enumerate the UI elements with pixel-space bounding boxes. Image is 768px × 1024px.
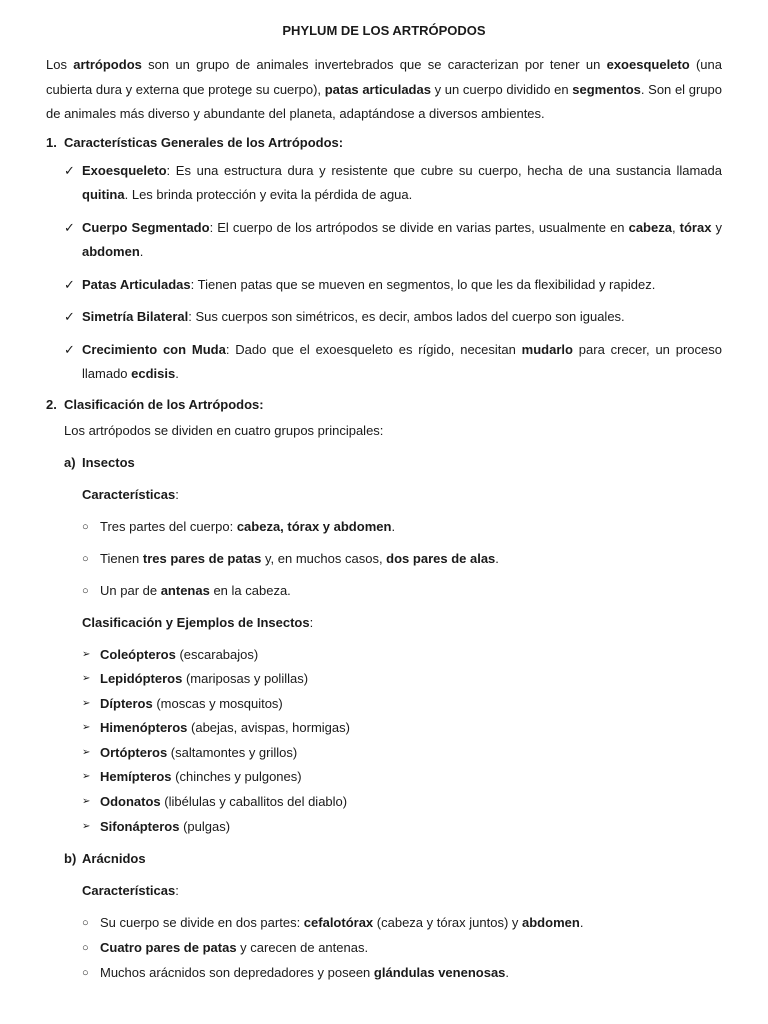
list-item [82, 517, 722, 537]
text: . [139, 244, 144, 259]
list-item-text [82, 305, 722, 330]
text: (pulgas) [179, 818, 231, 834]
checkmark-icon: ✓ [64, 341, 75, 357]
bold-term: artrópodos [73, 57, 142, 72]
list-item [64, 305, 722, 330]
text: Tres partes del cuerpo: [100, 518, 237, 534]
text: : [175, 882, 179, 898]
text: Un par de [100, 582, 161, 598]
circle-bullet-icon: ○ [82, 916, 89, 929]
bold-term: glándulas venenosas [373, 964, 506, 980]
bold-term: Crecimiento con Muda [82, 341, 226, 357]
text: y un cuerpo dividido en [430, 81, 573, 97]
list-item-text [100, 549, 499, 569]
arrow-bullet-icon: ➢ [82, 722, 91, 734]
text: . [175, 366, 179, 381]
list-item-text [100, 694, 283, 714]
list-item [82, 938, 722, 958]
list-item-text [100, 938, 368, 958]
bold-term: Cuerpo Segmentado [82, 219, 210, 235]
bold-term: cefalotórax [303, 914, 374, 930]
bold-term: Ortópteros [100, 744, 168, 760]
text: . Les brinda protección y evita la pérdida de agua. [124, 187, 413, 202]
text: y [711, 219, 722, 235]
subsection-letter: b) [64, 850, 77, 866]
bold-term: Patas Articuladas [82, 276, 191, 292]
characteristics-label [82, 485, 722, 505]
list-item-text [100, 718, 350, 738]
list-item [82, 767, 722, 787]
text: : El cuerpo de los artrópodos se divide en varias partes, usualmente en [209, 219, 629, 235]
text: : Tienen patas que se mueven en segmentos, lo que les da flexibilidad y rapidez. [190, 276, 656, 292]
text: (moscas y mosquitos) [152, 695, 283, 711]
text: (mariposas y polillas) [182, 671, 309, 687]
list-item [82, 963, 722, 983]
arrow-bullet-icon: ➢ [82, 771, 91, 783]
text: : [175, 486, 179, 502]
bold-term: ecdisis [131, 366, 176, 381]
bold-term: segmentos [572, 81, 641, 97]
text: : [309, 614, 314, 630]
text: (escarabajos) [175, 646, 259, 662]
arrow-bullet-icon: ➢ [82, 796, 91, 808]
list-item-text [100, 517, 395, 537]
circle-bullet-icon: ○ [82, 552, 89, 565]
list-item [64, 216, 722, 265]
checkmark-icon: ✓ [64, 276, 75, 292]
arrow-bullet-icon: ➢ [82, 746, 91, 758]
subsection-letter: a) [64, 454, 76, 470]
bold-term: exoesqueleto [606, 57, 690, 72]
bold-term: Clasificación y Ejemplos de Insectos [82, 614, 310, 630]
bold-term: Himenópteros [100, 720, 188, 736]
list-item-text [100, 743, 297, 763]
bold-term: abdomen [522, 914, 580, 930]
circle-bullet-icon: ○ [82, 966, 89, 979]
subsection-title: Arácnidos [82, 850, 146, 866]
text: (abejas, avispas, hormigas) [187, 720, 350, 736]
circle-bullet-icon: ○ [82, 584, 89, 597]
bold-term: tres pares de patas [142, 550, 262, 566]
list-item-text [100, 645, 258, 665]
arrow-bullet-icon: ➢ [82, 648, 91, 660]
list-item-text [82, 216, 722, 265]
list-item-text [100, 581, 291, 601]
list-item [82, 817, 722, 837]
section-number: 1. [46, 134, 57, 150]
circle-bullet-icon: ○ [82, 520, 89, 533]
bold-term: tórax [679, 219, 712, 235]
text: son un grupo de animales invertebrados que se caracterizan por tener un [141, 57, 607, 72]
circle-bullet-icon: ○ [82, 941, 89, 954]
list-item [82, 743, 722, 763]
list-item-text [82, 273, 722, 298]
list-item [82, 792, 722, 812]
text: Su cuerpo se divide en dos partes: [100, 914, 304, 930]
section-2-heading [46, 395, 722, 415]
bold-term: cabeza [628, 219, 672, 235]
text: (una cubierta dura y externa que protege su cuerpo), [46, 57, 722, 97]
section-heading-text: Características Generales de los Artrópodos: [64, 134, 344, 150]
text: . [579, 914, 584, 930]
bold-term: Cuatro pares de patas [100, 939, 237, 955]
text: y, en muchos casos, [261, 550, 387, 566]
checkmark-icon: ✓ [64, 162, 75, 178]
bold-term: Hemípteros [100, 769, 172, 785]
list-item-text [82, 159, 722, 208]
section-1-heading [46, 133, 722, 153]
section-heading-text: Clasificación de los Artrópodos: [64, 396, 264, 412]
list-item-text [100, 792, 347, 812]
text: en la cabeza. [209, 582, 291, 598]
text: (libélulas y caballitos del diablo) [160, 794, 348, 810]
checkmark-icon: ✓ [64, 309, 75, 324]
text: : Es una estructura dura y resistente que cubre su cuerpo, hecha de una sustancia llamada [166, 162, 722, 178]
arrow-bullet-icon: ➢ [82, 697, 91, 709]
bold-term: Odonatos [100, 794, 161, 810]
intro-paragraph [46, 53, 722, 127]
text: . [495, 550, 499, 566]
text: Los [46, 57, 74, 72]
list-item [82, 549, 722, 569]
list-item-text [100, 913, 583, 933]
list-item-text [100, 669, 308, 689]
bold-term: patas articuladas [324, 81, 431, 97]
subsection-title: Insectos [82, 454, 135, 470]
text: . [391, 518, 396, 534]
arrow-bullet-icon: ➢ [82, 820, 91, 832]
bold-term: mudarlo [521, 341, 573, 357]
list-item [82, 913, 722, 933]
text: . [505, 964, 510, 980]
checkmark-icon: ✓ [64, 219, 75, 235]
list-item-text [100, 963, 509, 983]
list-item-text [100, 767, 302, 787]
list-item [64, 273, 722, 298]
bold-term: Simetría Bilateral [82, 309, 189, 324]
section-number: 2. [46, 396, 57, 412]
document-title: PHYLUM DE LOS ARTRÓPODOS [282, 23, 486, 38]
list-item [64, 338, 722, 387]
bold-term: abdomen [82, 244, 140, 259]
bold-term: quitina [82, 187, 125, 202]
bold-term: Dípteros [100, 695, 153, 711]
bold-term: Sifonápteros [100, 818, 180, 834]
bold-term: Exoesqueleto [82, 162, 167, 178]
list-item-text [82, 338, 722, 387]
list-item [82, 669, 722, 689]
list-item [64, 159, 722, 208]
list-item-text [100, 817, 230, 837]
text: , [671, 219, 680, 235]
list-item [82, 694, 722, 714]
section-2-intro: Los artrópodos se dividen en cuatro grupos principales: [64, 422, 384, 438]
list-item [82, 645, 722, 665]
text: . Son el grupo de animales más diverso y abundante del planeta, adaptándose a diversos ambientes. [46, 81, 722, 121]
text: y carecen de antenas. [236, 939, 369, 955]
list-item [82, 718, 722, 738]
text: Muchos arácnidos son depredadores y poseen [100, 964, 374, 980]
characteristics-label [82, 881, 722, 901]
bold-term: cabeza, tórax y abdomen [236, 518, 392, 534]
bold-term: Lepidópteros [100, 671, 183, 687]
subsection-aracnidos-heading [64, 849, 722, 869]
bold-term: Características [82, 486, 176, 502]
list-item [82, 581, 722, 601]
bold-term: Coleópteros [100, 646, 176, 662]
text: para crecer, un proceso llamado [82, 341, 722, 381]
arrow-bullet-icon: ➢ [82, 673, 91, 685]
text: : Dado que el exoesqueleto es rígido, necesitan [225, 341, 522, 357]
classification-label [82, 613, 722, 633]
text: (saltamontes y grillos) [167, 744, 298, 760]
bold-term: dos pares de alas [386, 550, 496, 566]
subsection-insectos-heading [64, 453, 722, 473]
bold-term: antenas [160, 582, 210, 598]
text: Tienen [100, 550, 143, 566]
text: : Sus cuerpos son simétricos, es decir, ambos lados del cuerpo son iguales. [188, 309, 625, 324]
bold-term: Características [82, 882, 176, 898]
text: (chinches y pulgones) [171, 769, 302, 785]
text: (cabeza y tórax juntos) y [373, 914, 523, 930]
